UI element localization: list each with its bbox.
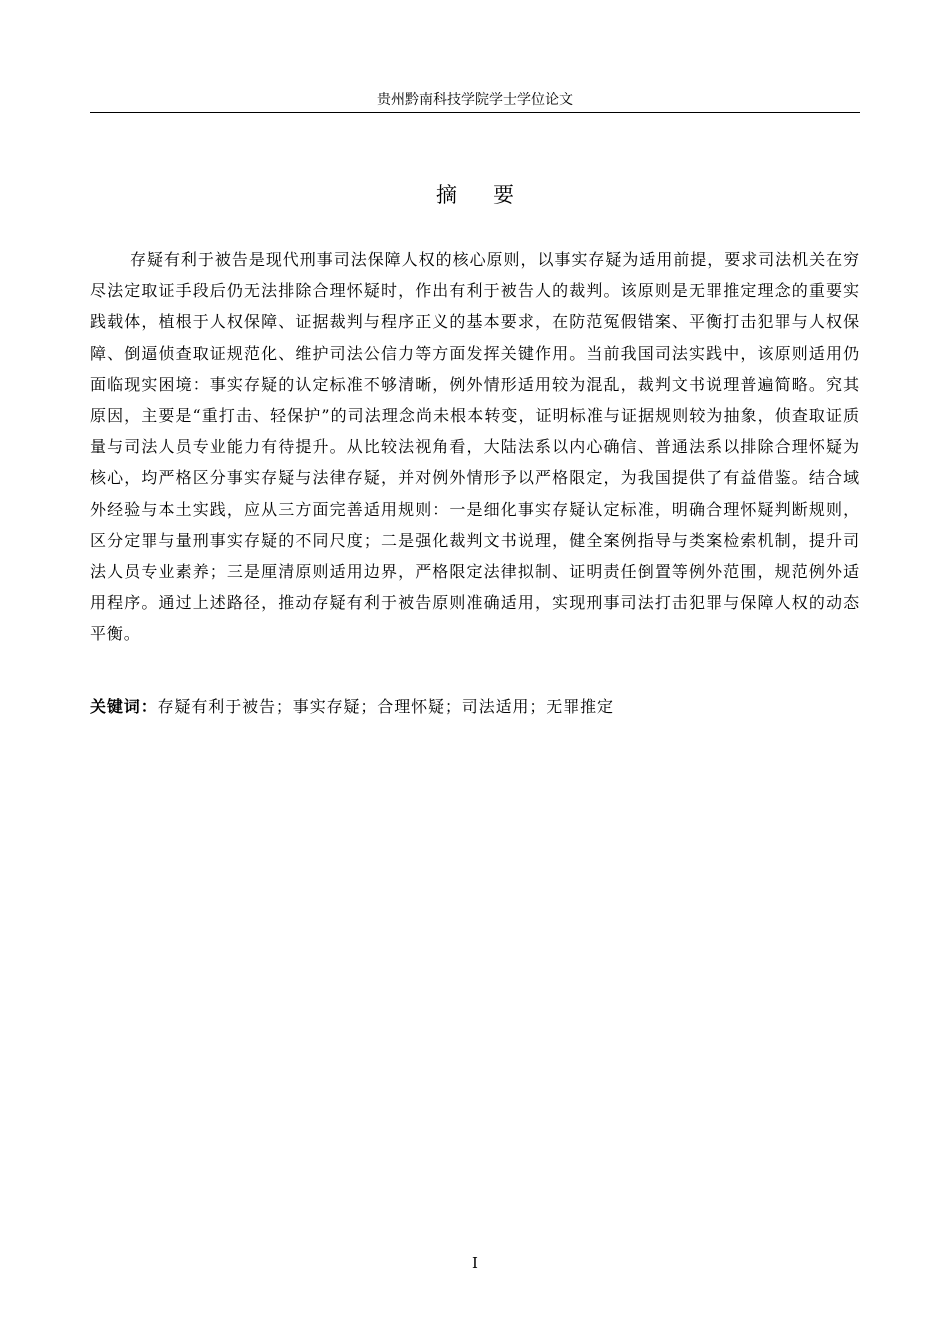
abstract-title: 摘要 xyxy=(436,183,550,207)
keywords-label: 关键词： xyxy=(90,697,158,716)
abstract-body: 存疑有利于被告是现代刑事司法保障人权的核心原则，以事实存疑为适用前提，要求司法机关在穷尽法定取证手段后仍无法排除合理怀疑时，作出有利于被告人的裁判。该原则是无罪推定理念的重要实践载体，植根于人权保障、证据裁判与程序正义的基本要求，在防范冤假错案、平衡打击犯罪与人权保障、倒逼侦查取证规范化、维护司法公信力等方面发挥关键作用。当前我国司法实践中，该原则适用仍面临现实困境：事实存疑的认定标准不够清晰，例外情形适用较为混乱，裁判文书说理普遍简略。究其原因，主要是“重打击、轻保护”的司法理念尚未根本转变，证明标准与证据规则较为抽象，侦查取证质量与司法人员专业能力有待提升。从比较法视角看，大陆法系以内心确信、普通法系以排除合理怀疑为核心，均严格区分事实存疑与法律存疑，并对例外情形予以严格限定，为我国提供了有益借鉴。结合域外经验与本土实践，应从三方面完善适用规则：一是细化事实存疑认定标准，明确合理怀疑判断规则，区分定罪与量刑事实存疑的不同尺度；二是强化裁判文书说理，健全案例指导与类案检索机制，提升司法人员专业素养；三是厘清原则适用边界，严格限定法律拟制、证明责任倒置等例外范围，规范例外适用程序。通过上述路径，推动存疑有利于被告原则准确适用，实现刑事司法打击犯罪与保障人权的动态平衡。 xyxy=(90,250,860,644)
keywords-line xyxy=(90,691,860,722)
page-number: I xyxy=(472,1254,478,1272)
running-header: 贵州黔南科技学院学士学位论文 xyxy=(377,92,573,108)
keywords-text: 存疑有利于被告；事实存疑；合理怀疑；司法适用；无罪推定 xyxy=(157,697,614,716)
header-rule xyxy=(90,112,860,113)
